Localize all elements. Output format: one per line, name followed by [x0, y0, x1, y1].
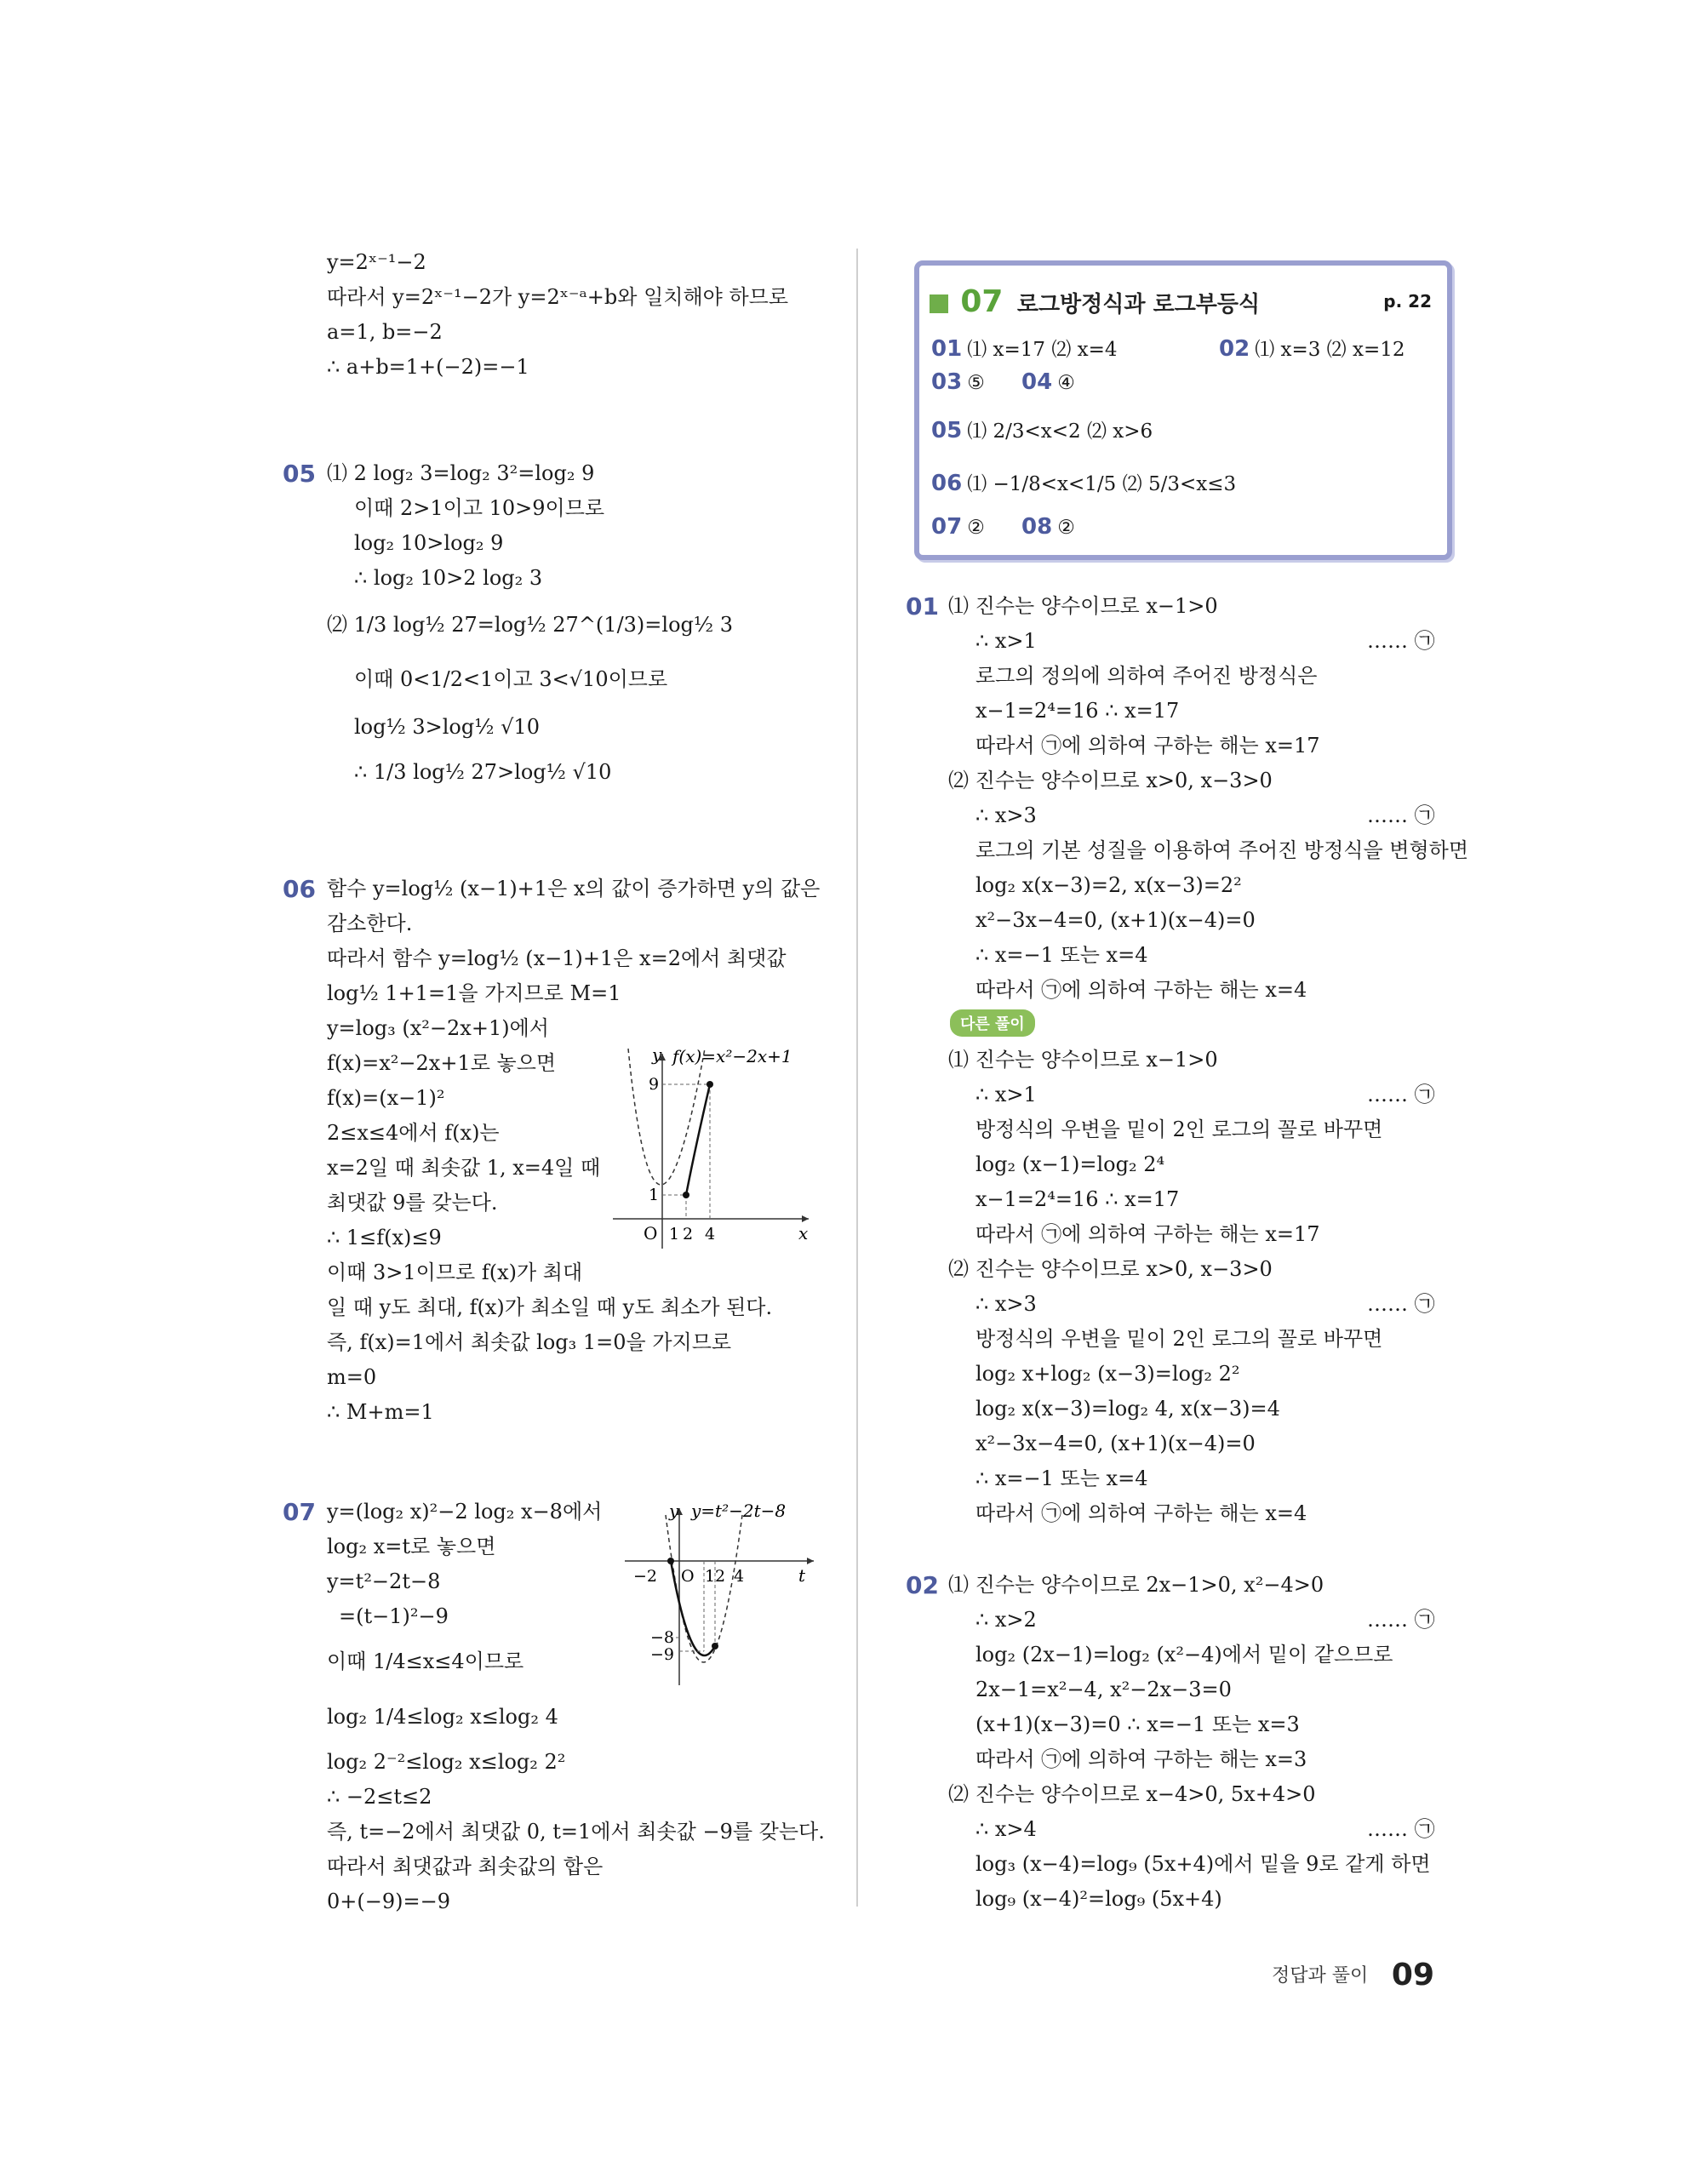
text-line: 이때 0<1/2<1이고 3<√10이므로: [354, 667, 668, 691]
text-line: 즉, f(x)=1에서 최솟값 log₃ 1=0을 가지므로: [327, 1330, 732, 1354]
text-line: ∴ 1≤f(x)≤9: [327, 1226, 442, 1249]
text-line: 따라서 ㉠에 의하여 구하는 해는 x=3: [975, 1747, 1307, 1771]
text-line: 따라서 최댓값과 최솟값의 합은: [327, 1855, 604, 1878]
text-line: 이때 2>1이고 10>9이므로: [354, 496, 605, 520]
text-line: ∴ x>4: [975, 1817, 1037, 1841]
origin-label: O: [644, 1223, 658, 1244]
text-line: log₂ 1/4≤log₂ x≤log₂ 4: [327, 1705, 558, 1729]
text-line: 최댓값 9를 갖는다.: [327, 1191, 498, 1215]
text-line: log½ 3>log½ √10: [354, 715, 540, 739]
equation-mark: …… ㉠: [1367, 1608, 1435, 1632]
text-line: ⑴ 진수는 양수이므로 x−1>0: [948, 1048, 1218, 1072]
point: [712, 1643, 718, 1649]
text-line: 따라서 ㉠에 의하여 구하는 해는 x=4: [975, 1501, 1307, 1525]
square-icon: [930, 294, 948, 313]
text-line: 0+(−9)=−9: [327, 1890, 450, 1913]
text-line: 따라서 ㉠에 의하여 구하는 해는 x=17: [975, 734, 1320, 758]
text-line: y=2ˣ⁻¹−2: [327, 250, 426, 274]
text-line: ∴ x>2: [975, 1608, 1037, 1632]
text-line: log₂ 10>log₂ 9: [354, 531, 504, 555]
text-line: 따라서 함수 y=log½ (x−1)+1은 x=2에서 최댓값: [327, 946, 787, 970]
answer-item: 06 ⑴ −1/8<x<1/5 ⑵ 5/3<x≤3: [931, 471, 1237, 496]
point: [707, 1081, 713, 1088]
equation-mark: …… ㉠: [1367, 1817, 1435, 1841]
text-line: log₂ 2⁻²≤log₂ x≤log₂ 2²: [327, 1750, 566, 1774]
text-line: 방정식의 우변을 밑이 2인 로그의 꼴로 바꾸면: [975, 1327, 1383, 1351]
text-line: x−1=2⁴=16 ∴ x=17: [975, 1187, 1180, 1211]
text-line: 함수 y=log½ (x−1)+1은 x의 값이 증가하면 y의 값은: [327, 877, 821, 900]
text-line: m=0: [327, 1365, 377, 1389]
t-axis-arrow: [807, 1558, 814, 1564]
text-line: log₂ x(x−3)=2, x(x−3)=2²: [975, 873, 1242, 897]
text-line: y=(log₂ x)²−2 log₂ x−8에서: [327, 1500, 603, 1524]
text-line: 따라서 ㉠에 의하여 구하는 해는 x=17: [975, 1222, 1320, 1246]
equation-mark: …… ㉠: [1367, 629, 1435, 653]
x-axis-label: x: [798, 1223, 809, 1244]
tick-label: 4: [734, 1567, 745, 1586]
t-axis-label: t: [798, 1565, 806, 1586]
chapter-header: [930, 284, 1260, 319]
tick-label: 2: [683, 1225, 694, 1244]
text-line: ∴ x>1: [975, 629, 1037, 653]
equation-mark: …… ㉠: [1367, 1083, 1435, 1106]
text-line: f(x)=(x−1)²: [327, 1086, 445, 1110]
column-divider: [856, 249, 858, 1907]
text-line: 일 때 y도 최대, f(x)가 최소일 때 y도 최소가 된다.: [327, 1295, 773, 1319]
tick-label: −9: [650, 1645, 675, 1664]
tick-label: 9: [649, 1075, 660, 1094]
text-line: log₂ x+log₂ (x−3)=log₂ 2²: [975, 1362, 1240, 1386]
answer-item: 03 ⑤: [931, 369, 985, 395]
tick-label: 2: [715, 1567, 726, 1586]
text-line: log₂ (2x−1)=log₂ (x²−4)에서 밑이 같으므로: [975, 1643, 1393, 1667]
text-line: 2x−1=x²−4, x²−2x−3=0: [975, 1678, 1232, 1701]
text-line: log₂ (x−1)=log₂ 2⁴: [975, 1152, 1165, 1176]
tick-label: −2: [633, 1567, 658, 1586]
text-line: ⑵ 진수는 양수이므로 x>0, x−3>0: [948, 1257, 1273, 1281]
text-line: ∴ x>3: [975, 803, 1037, 827]
x-axis-arrow: [802, 1215, 809, 1222]
text-line: log₉ (x−4)²=log₉ (5x+4): [975, 1887, 1222, 1911]
tick-label: 1: [669, 1225, 680, 1244]
text-line: 따라서 y=2ˣ⁻¹−2가 y=2ˣ⁻ᵃ+b와 일치해야 하므로: [327, 285, 789, 309]
text-line: ∴ 1/3 log½ 27>log½ √10: [354, 760, 612, 784]
text-line: ⑵ 1/3 log½ 27=log½ 27^(1/3)=log½ 3: [327, 613, 734, 637]
parabola-solid: [686, 1084, 710, 1195]
page-footer: [1272, 1958, 1434, 1992]
text-line: (x+1)(x−3)=0 ∴ x=−1 또는 x=3: [975, 1712, 1300, 1736]
text-line: x−1=2⁴=16 ∴ x=17: [975, 699, 1180, 723]
tick-label: 1: [649, 1186, 660, 1204]
problem-number: 07: [283, 1498, 316, 1526]
equation-mark: …… ㉠: [1367, 1292, 1435, 1316]
text-line: a=1, b=−2: [327, 320, 443, 344]
text-line: 로그의 기본 성질을 이용하여 주어진 방정식을 변형하면: [975, 838, 1469, 862]
answer-item: 05 ⑴ 2/3<x<2 ⑵ x>6: [931, 418, 1153, 443]
text-line: log₂ x=t로 놓으면: [327, 1535, 496, 1558]
graph-f-parabola: [604, 1040, 817, 1253]
graph-t-parabola: [621, 1489, 817, 1694]
text-line: ∴ a+b=1+(−2)=−1: [327, 355, 529, 379]
text-line: f(x)=x²−2x+1로 놓으면: [327, 1051, 557, 1075]
chapter-number: 07: [960, 284, 1004, 319]
text-line: x²−3x−4=0, (x+1)(x−4)=0: [975, 908, 1256, 932]
origin-label: O: [681, 1567, 695, 1586]
text-line: 이때 1/4≤x≤4이므로: [327, 1649, 524, 1673]
problem-number: 05: [283, 460, 316, 488]
text-line: ∴ x=−1 또는 x=4: [975, 1466, 1148, 1490]
text-line: log½ 1+1=1을 가지므로 M=1: [327, 981, 621, 1005]
text-line: y=t²−2t−8: [327, 1569, 441, 1593]
function-label: f(x)=x²−2x+1: [672, 1046, 792, 1066]
answer-item: 04 ④: [1021, 369, 1075, 395]
problem-number: 02: [906, 1571, 939, 1599]
function-label: y=t²−2t−8: [691, 1501, 787, 1521]
text-line: ⑵ 진수는 양수이므로 x−4>0, 5x+4>0: [948, 1782, 1316, 1806]
text-line: ⑴ 진수는 양수이므로 x−1>0: [948, 594, 1218, 618]
text-line: ⑴ 2 log₂ 3=log₂ 3²=log₂ 9: [327, 461, 595, 485]
text-line: ⑵ 진수는 양수이므로 x>0, x−3>0: [948, 769, 1273, 792]
y-axis-label: y: [669, 1501, 679, 1521]
answer-item: 07 ②: [931, 514, 985, 540]
alt-solution-badge: 다른 풀이: [950, 1009, 1035, 1037]
equation-mark: …… ㉠: [1367, 803, 1435, 827]
text-line: log₃ (x−4)=log₉ (5x+4)에서 밑을 9로 같게 하면: [975, 1852, 1431, 1876]
problem-number: 01: [906, 592, 939, 620]
page-number: 09: [1391, 1958, 1435, 1992]
text-line: 즉, t=−2에서 최댓값 0, t=1에서 최솟값 −9를 갖는다.: [327, 1820, 825, 1844]
text-line: 따라서 ㉠에 의하여 구하는 해는 x=4: [975, 978, 1307, 1002]
text-line: ∴ x=−1 또는 x=4: [975, 943, 1148, 967]
text-line: ∴ −2≤t≤2: [327, 1785, 432, 1809]
chapter-title: 로그방정식과 로그부등식: [1016, 292, 1261, 317]
text-line: y=log₃ (x²−2x+1)에서: [327, 1016, 549, 1040]
page-reference: p. 22: [1383, 291, 1432, 312]
tick-label: 1: [705, 1567, 716, 1586]
text-line: x=2일 때 최솟값 1, x=4일 때: [327, 1156, 601, 1180]
text-line: ∴ M+m=1: [327, 1400, 434, 1424]
text-line: 감소한다.: [327, 912, 413, 935]
tick-label: 4: [705, 1225, 716, 1244]
text-line: ∴ x>3: [975, 1292, 1037, 1316]
text-line: x²−3x−4=0, (x+1)(x−4)=0: [975, 1432, 1256, 1455]
y-axis-label: y: [652, 1044, 662, 1065]
text-line: ⑴ 진수는 양수이므로 2x−1>0, x²−4>0: [948, 1573, 1324, 1597]
answer-summary-box: [914, 260, 1452, 560]
text-line: ∴ log₂ 10>2 log₂ 3: [354, 566, 543, 590]
point: [667, 1558, 674, 1564]
answer-item: 02 ⑴ x=3 ⑵ x=12: [1219, 336, 1405, 362]
answer-item: 08 ②: [1021, 514, 1075, 540]
answer-item: 01 ⑴ x=17 ⑵ x=4: [931, 336, 1118, 362]
footer-label: 정답과 풀이: [1272, 1965, 1369, 1987]
text-line: 이때 3>1이므로 f(x)가 최대: [327, 1261, 583, 1284]
text-line: 2≤x≤4에서 f(x)는: [327, 1121, 500, 1145]
point: [683, 1192, 689, 1198]
text-line: ∴ x>1: [975, 1083, 1037, 1106]
text-line: 로그의 정의에 의하여 주어진 방정식은: [975, 664, 1318, 688]
text-line: 방정식의 우변을 밑이 2인 로그의 꼴로 바꾸면: [975, 1118, 1383, 1141]
text-line: log₂ x(x−3)=log₂ 4, x(x−3)=4: [975, 1397, 1280, 1421]
tick-label: −8: [650, 1628, 675, 1647]
problem-number: 06: [283, 875, 316, 903]
text-line: =(t−1)²−9: [339, 1604, 449, 1628]
